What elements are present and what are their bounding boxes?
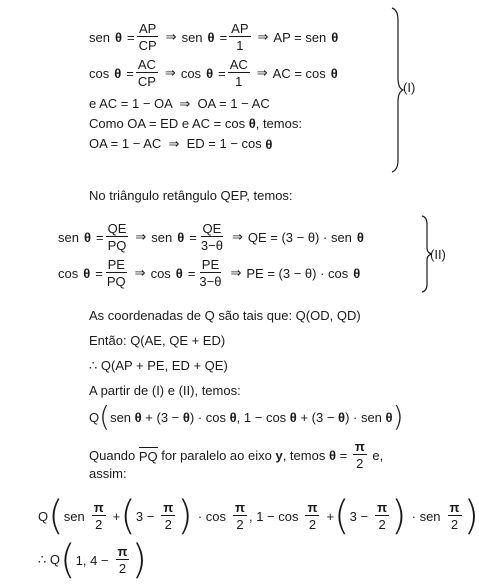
denominator: 3−θ: [200, 238, 223, 253]
fraction: [353, 440, 367, 470]
fraction: [305, 501, 319, 531]
axis-y: y: [275, 447, 283, 463]
text: cos: [89, 65, 110, 81]
fraction: [116, 545, 130, 575]
numerator: QE: [202, 221, 222, 236]
denominator: 2: [356, 456, 364, 471]
paragraph: [89, 358, 228, 374]
plus: +: [112, 508, 121, 524]
denominator: 1: [236, 38, 244, 53]
text: for paralelo ao eixo: [157, 447, 276, 463]
equals: =: [127, 29, 135, 45]
denominator: 2: [118, 561, 127, 576]
left-paren: (: [99, 400, 111, 433]
fraction: [228, 58, 250, 88]
theta: θ: [83, 229, 91, 245]
text: PE = (3 − θ) · cos: [246, 265, 349, 281]
denominator: CP: [137, 74, 156, 89]
left-paren: (: [60, 537, 76, 583]
numerator: π: [307, 500, 318, 515]
text: AP = sen: [273, 29, 327, 45]
paragraph: [89, 440, 383, 470]
denominator: 2: [378, 517, 386, 532]
paragraph: [89, 333, 225, 348]
text: Quando: [89, 447, 139, 463]
text: , 1 − cos: [248, 508, 299, 524]
text: QE = (3 − θ) · sen: [247, 229, 352, 245]
text-line: [89, 136, 272, 152]
theta: θ: [83, 265, 91, 281]
text: No triângulo retângulo QEP, temos:: [89, 188, 293, 203]
numerator: π: [117, 544, 128, 559]
text: cos: [150, 265, 171, 281]
equation-label: (I): [403, 80, 416, 95]
implies: ⇒: [134, 265, 146, 280]
paragraph: [89, 466, 127, 481]
denominator: 3−θ: [199, 274, 222, 289]
fraction: [105, 258, 128, 288]
text-line: [89, 116, 302, 131]
theta: θ: [175, 265, 183, 281]
fraction: [137, 22, 159, 52]
numerator: π: [354, 439, 365, 454]
formula-q-specific: [38, 493, 479, 539]
theta: θ: [134, 409, 142, 425]
implies: ⇒: [165, 29, 177, 44]
numerator: QE: [107, 221, 127, 236]
theta: θ: [385, 409, 393, 425]
text: sen: [151, 229, 173, 245]
fraction: [136, 58, 158, 88]
text: , temos: [282, 447, 329, 463]
theta: θ: [356, 229, 364, 245]
theta: θ: [114, 29, 122, 45]
equals: =: [219, 29, 228, 45]
numerator: π: [93, 500, 104, 515]
text: + (3 −: [141, 409, 183, 425]
denominator: PQ: [107, 238, 127, 253]
text: ) · sen: [345, 409, 386, 425]
brace: [390, 8, 404, 172]
text: Então: Q(AE, QE + ED): [89, 333, 226, 348]
theta: θ: [331, 29, 339, 45]
fraction: [92, 501, 106, 531]
paragraph: [89, 188, 293, 203]
denominator: 2: [164, 517, 172, 532]
text: , 1 − cos: [236, 409, 290, 425]
denominator: 2: [308, 517, 317, 532]
text: 3 −: [349, 508, 369, 524]
numerator: AP: [138, 21, 157, 36]
fraction: [375, 501, 389, 531]
right-paren: ): [177, 493, 193, 539]
theta: θ: [289, 409, 297, 425]
numerator: π: [163, 500, 174, 515]
text: Como OA = ED e AC = cos: [89, 116, 249, 131]
text-line: [89, 96, 270, 112]
implies: ⇒: [230, 265, 242, 280]
text: assim:: [89, 466, 127, 481]
text: sen: [181, 29, 203, 45]
theta: θ: [328, 447, 336, 463]
denominator: CP: [138, 38, 157, 53]
theta: θ: [206, 65, 214, 81]
implies: ⇒: [257, 29, 269, 44]
equation-sen-ap: [89, 22, 338, 52]
text: sen: [58, 229, 79, 245]
fraction: [197, 258, 223, 288]
plus: +: [326, 508, 335, 524]
implies: ⇒: [135, 229, 147, 244]
numerator: AC: [229, 57, 248, 72]
equals: =: [189, 229, 197, 245]
theta: θ: [207, 29, 215, 45]
text: AC = cos: [272, 65, 326, 81]
equation-cos-pe: [58, 258, 360, 288]
text: OA = 1 − AC ⇒ ED = 1 − cos: [89, 136, 266, 151]
equation-label: (II): [430, 247, 446, 262]
fraction: [106, 222, 129, 252]
denominator: 1: [235, 74, 243, 89]
right-paren: ): [392, 400, 404, 433]
numerator: PE: [201, 257, 220, 272]
equals: =: [126, 65, 134, 81]
right-paren: ): [391, 493, 407, 539]
equation-sen-qe: [58, 222, 364, 252]
left-paren: (: [334, 493, 350, 539]
text: Q: [89, 409, 100, 425]
theta: θ: [330, 65, 338, 81]
text: · sen: [411, 508, 441, 524]
numerator: π: [449, 500, 460, 515]
theta: θ: [114, 65, 122, 81]
text: As coordenadas de Q são tais que: Q(OD, QD): [89, 308, 361, 323]
formula-q-result: [38, 537, 148, 583]
segment-pq: PQ: [138, 448, 158, 464]
fraction: [199, 222, 225, 252]
text: ) · cos: [189, 409, 230, 425]
numerator: AC: [137, 57, 156, 72]
text: , temos:: [255, 116, 302, 131]
theta: θ: [353, 265, 361, 281]
fraction: [448, 501, 462, 531]
text: · cos: [197, 508, 227, 524]
paragraph: [89, 383, 241, 398]
text: sen: [63, 508, 85, 524]
text: Q: [38, 508, 49, 524]
text: cos: [58, 265, 79, 281]
equals: =: [96, 229, 104, 245]
text: e AC = 1 − OA ⇒ OA = 1 − AC: [89, 96, 270, 111]
text: 1, 4 −: [75, 552, 109, 568]
right-paren: ): [131, 537, 148, 583]
implies: ⇒: [231, 229, 243, 244]
fraction: [233, 501, 247, 531]
text: ∴ Q: [38, 552, 60, 567]
equals: =: [95, 265, 103, 281]
theta: θ: [229, 409, 237, 425]
right-paren: ): [463, 493, 479, 539]
implies: ⇒: [164, 65, 176, 80]
denominator: 2: [236, 517, 244, 532]
fraction: [161, 501, 175, 531]
theta: θ: [248, 116, 256, 131]
equation-cos-ac: [89, 58, 338, 88]
text: + (3 −: [296, 409, 339, 425]
denominator: 2: [450, 517, 459, 532]
theta: θ: [265, 136, 273, 152]
theta: θ: [182, 409, 190, 425]
numerator: AP: [231, 21, 249, 36]
text: A partir de (I) e (II), temos:: [89, 383, 241, 398]
theta: θ: [177, 229, 185, 245]
paragraph: [89, 308, 361, 323]
left-paren: (: [48, 493, 64, 539]
text: e,: [368, 447, 384, 463]
equals: =: [335, 447, 351, 463]
fraction: [229, 22, 250, 52]
numerator: π: [377, 500, 388, 515]
equals: =: [218, 65, 226, 81]
text: sen: [89, 29, 110, 45]
theta: θ: [338, 409, 346, 425]
numerator: PE: [107, 257, 125, 272]
text: cos: [180, 65, 202, 81]
denominator: 2: [95, 517, 103, 532]
left-paren: (: [120, 493, 136, 539]
denominator: PQ: [106, 274, 126, 289]
formula-q-general: [89, 400, 404, 433]
text: 3 −: [135, 508, 155, 524]
text: sen: [110, 409, 135, 425]
numerator: π: [235, 500, 245, 515]
equals: =: [187, 265, 196, 281]
text: ∴ Q(AP + PE, ED + QE): [89, 358, 228, 373]
implies: ⇒: [256, 65, 268, 80]
